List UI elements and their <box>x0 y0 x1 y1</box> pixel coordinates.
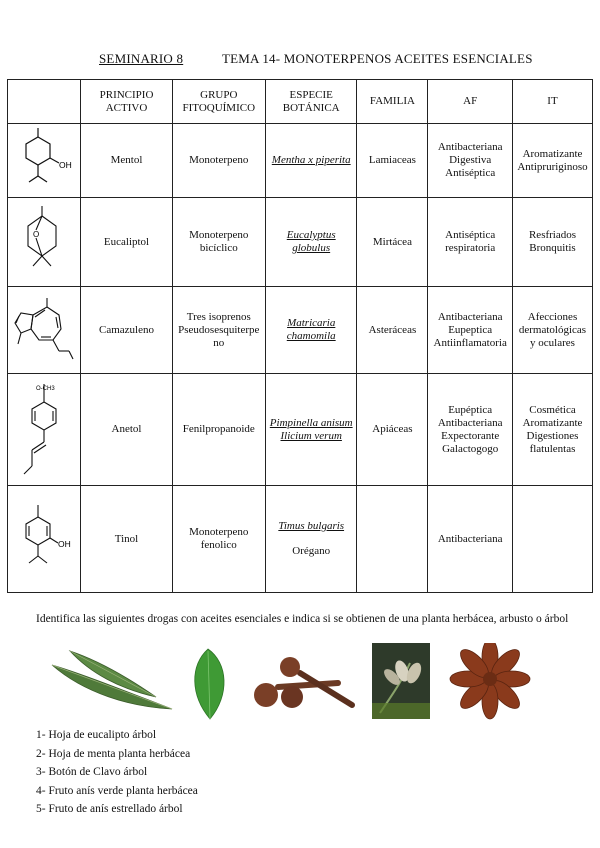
header-af: AF <box>428 80 513 124</box>
answers-list <box>36 726 198 819</box>
header-principio-activo: PRINCIPIO ACTIVO <box>81 80 172 124</box>
header-it: IT <box>513 80 593 124</box>
especie-cell <box>265 486 356 593</box>
grupo-cell: Monoterpeno fenolico <box>172 486 265 593</box>
af-cell: Antibacteriana Eupeptica Antiinflamatoria <box>428 287 513 374</box>
list-item: 2- Hoja de menta planta herbácea <box>36 747 191 760</box>
star-anise-image <box>450 643 530 719</box>
familia-cell: Asteráceas <box>357 287 428 374</box>
grupo-cell: Monoterpeno bicíclico <box>172 198 265 287</box>
especie-name: Pimpinella anisum Ilicium verum <box>269 416 353 442</box>
it-cell <box>513 486 593 593</box>
list-item: 5- Fruto de anís estrellado árbol <box>36 803 183 815</box>
principio-activo-cell: Tinol <box>81 486 172 593</box>
cloves-image <box>254 657 352 708</box>
table-row <box>8 374 593 486</box>
anetol-structure-drawing <box>14 380 74 480</box>
especie-name: Timus bulgaris <box>278 520 345 532</box>
table-row <box>8 287 593 374</box>
anetol-structure <box>8 374 81 486</box>
header-especie-botanica: ESPECIE BOTÁNICA <box>265 80 356 124</box>
anise-fruit-image <box>372 643 430 719</box>
list-item: 3- Botón de Clavo árbol <box>36 766 148 778</box>
familia-cell <box>357 486 428 593</box>
eucaliptol-structure-drawing <box>12 202 76 282</box>
timol-structure-drawing <box>12 499 76 579</box>
familia-cell: Mirtácea <box>357 198 428 287</box>
especie-cell <box>265 198 356 287</box>
header-familia: FAMILIA <box>357 80 428 124</box>
table-row <box>8 124 593 198</box>
af-cell: Antibacteriana <box>428 486 513 593</box>
hydroxyl-label: OH <box>59 159 72 170</box>
header-grupo-fitoquimico: GRUPO FITOQUÍMICO <box>172 80 265 124</box>
principio-activo-cell: Eucaliptol <box>81 198 172 287</box>
monoterpenes-table <box>7 79 593 593</box>
af-cell: Eupéptica Antibacteriana Expectorante Galactogogo <box>428 374 513 486</box>
grupo-cell: Monoterpeno <box>172 124 265 198</box>
plant-images <box>0 643 600 723</box>
mint-leaf-image <box>195 649 224 719</box>
header-structure <box>8 80 81 124</box>
exercise-instruction: Identifica las siguientes drogas con aceites esenciales e indica si se obtienen de una planta herbácea, arbusto o árbol <box>36 613 569 625</box>
topic-title: TEMA 14- MONOTERPENOS ACEITES ESENCIALES <box>222 51 533 66</box>
it-cell: Aromatizante Antipruriginoso <box>513 124 593 198</box>
eucaliptol-structure <box>8 198 81 287</box>
especie-name: Matricaria chamomila <box>286 317 336 342</box>
table-row <box>8 198 593 287</box>
camazuleno-structure-drawing <box>11 295 77 365</box>
it-cell: Cosmética Aromatizante Digestiones flatulentas <box>513 374 593 486</box>
especie-extra: Orégano <box>292 545 331 557</box>
especie-name: Mentha x piperita <box>271 154 351 166</box>
especie-name: Eucalyptus globulus <box>286 229 336 254</box>
timol-structure <box>8 486 81 593</box>
mentol-structure <box>8 124 81 198</box>
it-cell: Afecciones dermatológicas y oculares <box>513 287 593 374</box>
familia-cell: Apiáceas <box>357 374 428 486</box>
principio-activo-cell: Camazuleno <box>81 287 172 374</box>
principio-activo-cell: Mentol <box>81 124 172 198</box>
especie-cell <box>265 374 356 486</box>
principio-activo-cell: Anetol <box>81 374 172 486</box>
af-cell: Antibacteriana Digestiva Antiséptica <box>428 124 513 198</box>
grupo-cell: Fenilpropanoide <box>172 374 265 486</box>
hydroxyl-label: OH <box>58 539 71 549</box>
familia-cell: Lamiaceas <box>357 124 428 198</box>
especie-cell <box>265 287 356 374</box>
oxygen-label: O <box>33 230 40 239</box>
it-cell: Resfriados Bronquitis <box>513 198 593 287</box>
table-row <box>8 486 593 593</box>
grupo-cell: Tres isoprenos Pseudosesquiterpe no <box>172 287 265 374</box>
table-header-row <box>8 80 593 124</box>
list-item: 4- Fruto anís verde planta herbácea <box>36 784 198 797</box>
seminar-title: SEMINARIO 8 <box>99 51 184 66</box>
mentol-structure-drawing <box>12 127 76 195</box>
af-cell: Antiséptica respiratoria <box>428 198 513 287</box>
especie-cell <box>265 124 356 198</box>
list-item: 1- Hoja de eucalipto árbol <box>36 729 157 741</box>
methoxy-label: O-CH3 <box>36 385 55 392</box>
camazuleno-structure <box>8 287 81 374</box>
eucalyptus-leaves-image <box>52 651 172 709</box>
